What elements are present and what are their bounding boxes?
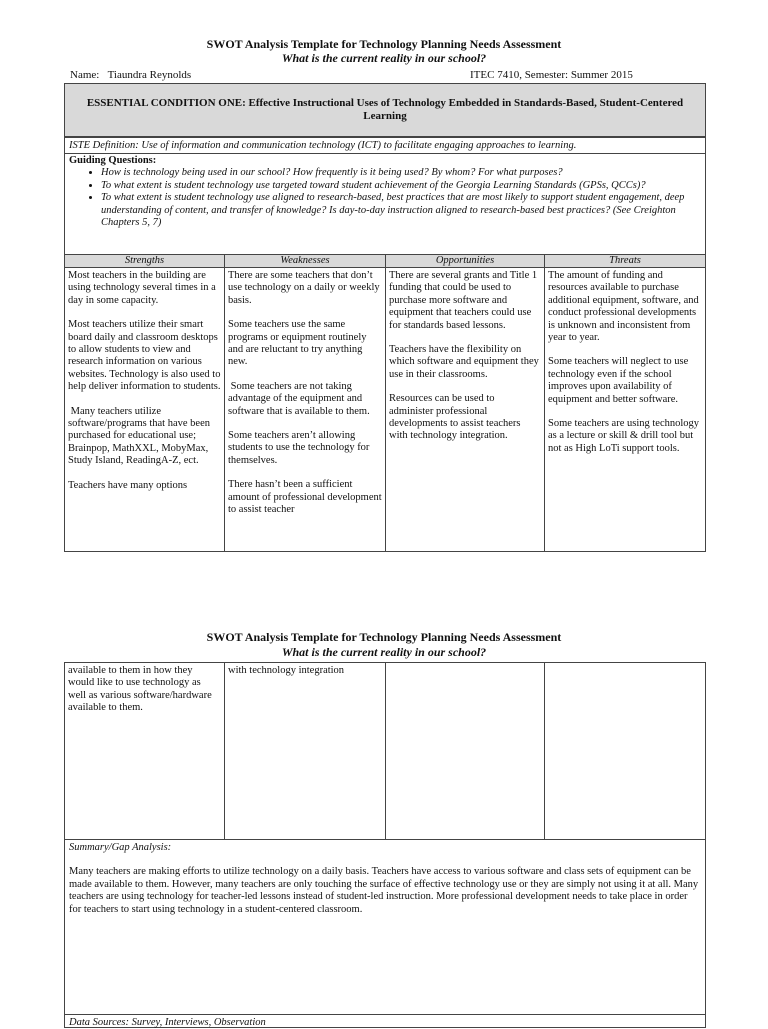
guiding-questions — [64, 153, 706, 255]
data-sources — [64, 1014, 706, 1028]
page2-subtitle: What is the current reality in our school? — [281, 645, 487, 659]
guiding-questions-label: Guiding Questions: — [69, 155, 157, 166]
header-strengths: Strengths — [65, 255, 225, 268]
swot-table — [64, 254, 706, 552]
opportunities-cell — [386, 268, 545, 551]
guiding-questions-list — [69, 167, 701, 229]
strength-item: Many teachers utilize software/programs that have been purchased for educational use; Brainpop, MathXXL, MobyMax, Study Island, ReadingA-Z, ect. — [68, 405, 213, 467]
course-info: ITEC 7410, Semester: Summer 2015 — [470, 69, 633, 81]
data-sources-text: Data Sources: Survey, Interviews, Observation — [69, 1017, 266, 1028]
opportunity-item: There are several grants and Title 1 funding that could be used to purchase more software and equipment that teachers could use for standards based lessons. — [389, 270, 538, 331]
summary-label: Summary/Gap Analysis: — [69, 842, 172, 853]
header-weaknesses: Weaknesses — [225, 255, 386, 268]
opportunity-item: Resources can be used to administer professional developments to assist teachers with technology integration. — [389, 393, 521, 442]
opportunity-item: Teachers have the flexibility on which software and equipment they use in their classrooms. — [389, 344, 539, 380]
header-opportunities: Opportunities — [386, 255, 545, 268]
name-row — [70, 69, 690, 82]
strength-item: Teachers have many options — [68, 479, 188, 491]
swot-table-continued — [64, 662, 706, 840]
iste-definition — [64, 137, 706, 154]
strengths-cell — [65, 268, 225, 551]
weakness-item: Some teachers are not taking advantage of the equipment and software that is available to them. — [228, 380, 370, 417]
iste-definition-text: ISTE Definition: Use of information and communication technology (ICT) to facilitate engaging approaches to learning. — [69, 140, 577, 151]
weakness-item: Some teachers use the same programs or equipment routinely and are reluctant to try anything new. — [228, 319, 367, 368]
weakness-item: Some teachers aren’t allowing students to use the technology for themselves. — [228, 430, 370, 466]
weaknesses-cell-continued — [225, 663, 386, 839]
header-threats: Threats — [545, 255, 705, 268]
essential-condition-box — [64, 83, 706, 137]
guiding-question: • How is technology being used in our school? How frequently is it being used? By whom? For what purposes? — [101, 167, 701, 179]
strength-item: Most teachers utilize their smart board daily and classroom desktops to allow students to view and research information on various websites. Technology is also used to help deliver information to students. — [68, 319, 221, 393]
threats-cell-continued — [545, 663, 705, 839]
page-title: SWOT Analysis Template for Technology Planning Needs Assessment — [206, 37, 562, 51]
opportunities-cell-continued — [386, 663, 545, 839]
weakness-item: There are some teachers that don’t use technology on a daily or weekly basis. — [228, 270, 380, 306]
page2-title: SWOT Analysis Template for Technology Planning Needs Assessment — [206, 630, 562, 644]
threat-item: The amount of funding and resources available to purchase additional equipment, software, and conduct professional developments is unknown and inconsistent from year to year. — [548, 270, 699, 344]
threat-item: Some teachers are using technology as a lecture or skill & drill tool but not as High LoTi support tools. — [548, 418, 700, 454]
summary-text: Many teachers are making efforts to utilize technology on a daily basis. Teachers have access to various software and class sets of equipment can be made available to them. However, many teachers are only touching the surface of effective technology use or they are simply not using it at all. Many teachers are using technology for teacher-led lessons instead of student-led instruction. More professional development needs to take place in order for teachers to start using technology in a student-centered classroom. — [69, 866, 699, 915]
weakness-item: There hasn’t been a sufficient amount of professional development to assist teacher — [228, 479, 382, 516]
name-label: Name: — [70, 69, 100, 81]
essential-condition-text: ESSENTIAL CONDITION ONE: Effective Instructional Uses of Technology Embedded in Standards-Based, Student-Centered Learning — [86, 97, 684, 122]
guiding-question: • To what extent is student technology use targeted toward student achievement of the Georgia Learning Standards (GPSs, QCCs)? — [101, 180, 701, 192]
summary-gap-analysis — [64, 839, 706, 1015]
guiding-question: • To what extent is student technology use aligned to research-based, best practices that are most likely to support student engagement, deep understanding of content, and transfer of knowledge? Is day-to-day instruction aligned to research-based best practices? (See Creighton Chapters 5, 7) — [101, 192, 701, 229]
strengths-cell-continued — [65, 663, 225, 839]
threats-cell — [545, 268, 705, 551]
weakness-item: with technology integration — [228, 665, 345, 676]
weaknesses-cell — [225, 268, 386, 551]
page-subtitle: What is the current reality in our school? — [281, 51, 487, 65]
strength-item: Most teachers in the building are using technology several times in a day in some capacity. — [68, 270, 216, 306]
name-value: Tiaundra Reynolds — [107, 69, 192, 81]
threat-item: Some teachers will neglect to use technology even if the school improves upon availability of equipment and better software. — [548, 356, 689, 405]
strength-item: available to them in how they would like to use technology as well as various software/hardware available to them. — [68, 665, 212, 714]
